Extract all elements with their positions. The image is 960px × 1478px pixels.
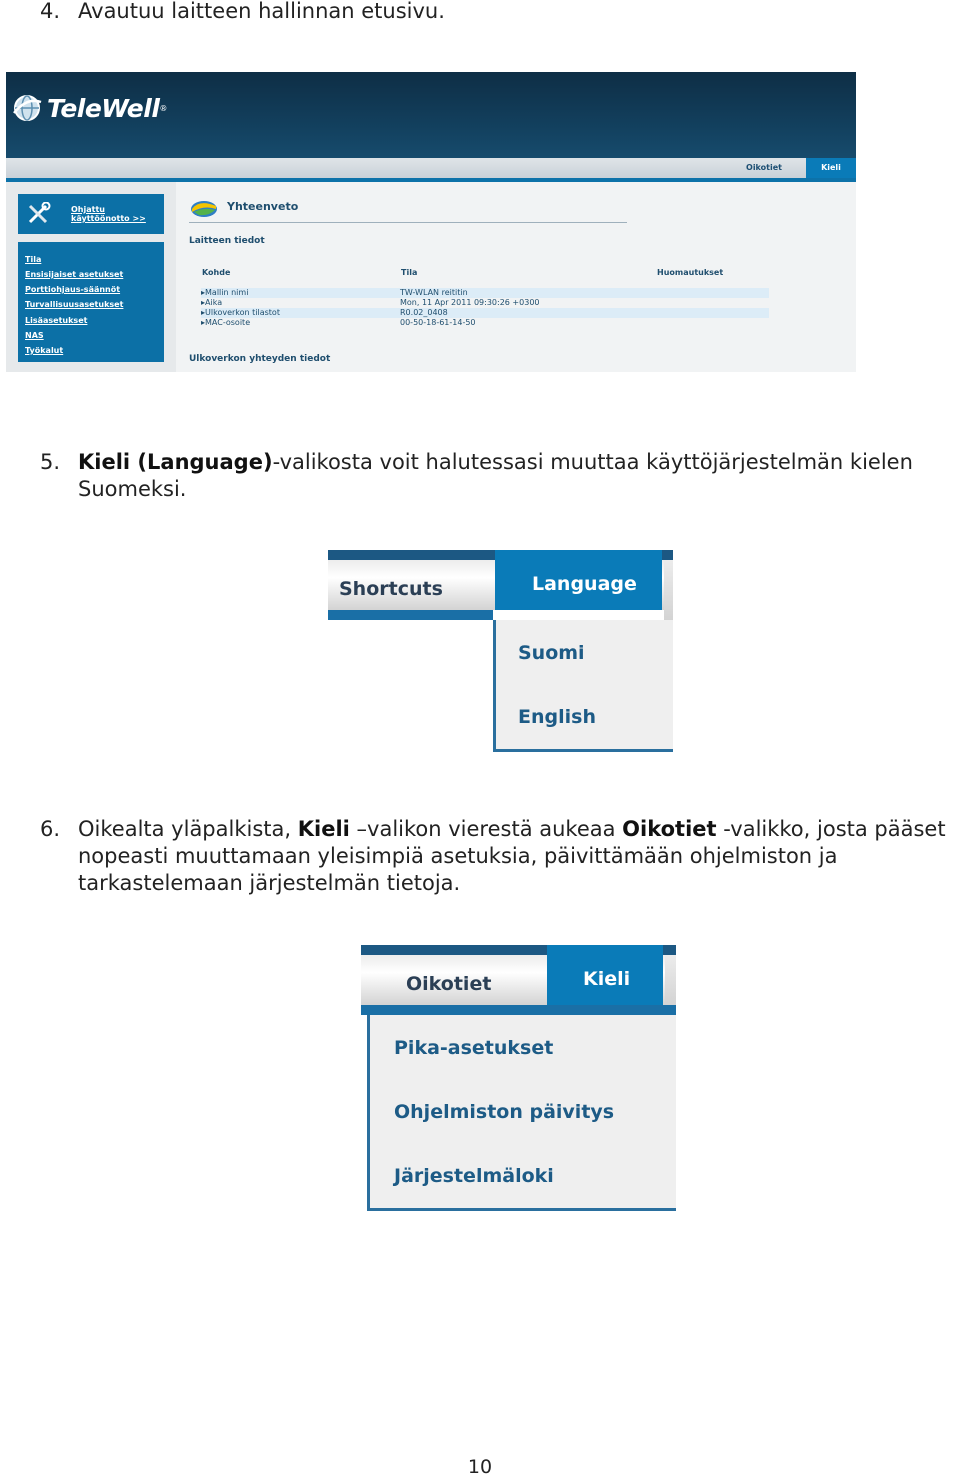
step-text-line2: nopeasti muuttamaan yleisimpiä asetuksia, päivittämään ohjelmiston ja <box>78 844 838 868</box>
setup-wizard-line2: käyttöönotto >> <box>71 214 146 223</box>
shortcuts-dropdown <box>367 1015 676 1211</box>
logo-text: TeleWell <box>47 93 160 123</box>
row-value: Mon, 11 Apr 2011 09:30:26 +0300 <box>400 298 540 307</box>
row-value: 00-50-18-61-14-50 <box>400 318 476 327</box>
tab-shortcuts[interactable]: Oikotiet <box>406 973 492 995</box>
step-bold: Kieli <box>297 817 350 841</box>
setup-wizard-line1: Ohjattu <box>71 205 105 214</box>
column-header-notes: Huomautukset <box>657 268 724 277</box>
sidebar-item-advanced[interactable]: Lisäasetukset <box>25 316 88 325</box>
column-header-status: Tila <box>401 268 418 277</box>
step-text-line3: tarkastelemaan järjestelmän tietoja. <box>78 871 461 895</box>
step-bold: Kieli (Language) <box>78 450 273 474</box>
page-title: Yhteenveto <box>227 200 299 213</box>
step-text: Avautuu laitteen hallinnan etusivu. <box>78 0 445 23</box>
step-number: 4. <box>40 0 61 23</box>
tab-language-label: Language <box>532 573 637 595</box>
globe-icon <box>12 93 42 123</box>
table-row <box>201 288 769 298</box>
sidebar-item-primary-settings[interactable]: Ensisijaiset asetukset <box>25 270 124 279</box>
row-value: TW-WLAN reititin <box>400 288 468 297</box>
column-header-item: Kohde <box>202 268 231 277</box>
row-key[interactable]: ▸Ulkoverkon tilastot <box>201 308 280 317</box>
bar-bottom-line <box>328 610 493 620</box>
table-row <box>201 308 769 318</box>
bar-right-stub <box>664 560 673 620</box>
shortcut-quick-settings[interactable]: Pika-asetukset <box>394 1037 554 1059</box>
tab-shortcuts[interactable]: Shortcuts <box>339 578 443 600</box>
step-bold: Oikotiet <box>622 817 717 841</box>
step-6 <box>40 816 960 897</box>
step-text <box>78 449 913 476</box>
bar-right-stub <box>665 955 676 1005</box>
sidebar <box>6 182 176 372</box>
telewell-logo <box>12 90 167 126</box>
shortcuts-menu-screenshot <box>361 945 676 1211</box>
section-wan-connection: Ulkoverkon yhteyden tiedot <box>189 354 331 364</box>
step-text <box>78 816 946 843</box>
step-text-part: –valikon vierestä aukeaa <box>349 817 623 841</box>
header-bar <box>6 72 856 182</box>
sidebar-item-status[interactable]: Tila <box>25 255 42 264</box>
row-key[interactable]: ▸MAC-osoite <box>201 318 251 327</box>
tab-language[interactable] <box>547 945 663 1005</box>
step-4 <box>40 0 940 25</box>
tools-icon <box>26 202 52 226</box>
title-divider <box>189 222 627 223</box>
summary-icon <box>189 196 219 218</box>
tab-shortcuts[interactable]: Oikotiet <box>746 163 782 172</box>
tab-language-label: Kieli <box>583 968 631 990</box>
sidebar-menu <box>18 242 164 362</box>
step-text-line2: Suomeksi. <box>78 477 187 501</box>
language-menu-screenshot <box>328 550 673 752</box>
row-value: R0.02_0408 <box>400 308 448 317</box>
step-number: 6. <box>40 817 61 841</box>
table-row <box>201 298 769 308</box>
language-option-suomi[interactable]: Suomi <box>518 642 585 664</box>
registered-mark: ® <box>159 103 168 113</box>
step-number: 5. <box>40 450 61 474</box>
sidebar-item-tools[interactable]: Työkalut <box>25 346 64 355</box>
top-tab-bar <box>6 158 856 178</box>
sidebar-item-port-forwarding[interactable]: Porttiohjaus-säännöt <box>25 285 121 294</box>
section-device-info: Laitteen tiedot <box>189 236 265 246</box>
shortcut-system-log[interactable]: Järjestelmäloki <box>394 1165 554 1187</box>
step-text-part: -valikko, josta pääset <box>716 817 946 841</box>
page-number: 10 <box>467 1456 493 1478</box>
tab-language[interactable]: Kieli <box>806 158 856 178</box>
row-key[interactable]: ▸Mallin nimi <box>201 288 249 297</box>
step-text-part: Oikealta yläpalkista, <box>78 817 298 841</box>
row-key[interactable]: ▸Aika <box>201 298 223 307</box>
shortcut-firmware-update[interactable]: Ohjelmiston päivitys <box>394 1101 615 1123</box>
table-row <box>201 318 769 328</box>
setup-wizard-button[interactable] <box>18 194 164 234</box>
setup-wizard-label <box>71 205 146 223</box>
sidebar-item-nas[interactable]: NAS <box>25 331 44 340</box>
tab-language[interactable] <box>495 550 662 610</box>
language-option-english[interactable]: English <box>518 706 596 728</box>
language-dropdown <box>493 620 673 752</box>
step-text-part: -valikosta voit halutessasi muuttaa käyttöjärjestelmän kielen <box>272 450 913 474</box>
router-homepage-screenshot <box>6 72 856 372</box>
step-5 <box>40 449 940 503</box>
sidebar-item-security[interactable]: Turvallisuusasetukset <box>25 300 124 309</box>
